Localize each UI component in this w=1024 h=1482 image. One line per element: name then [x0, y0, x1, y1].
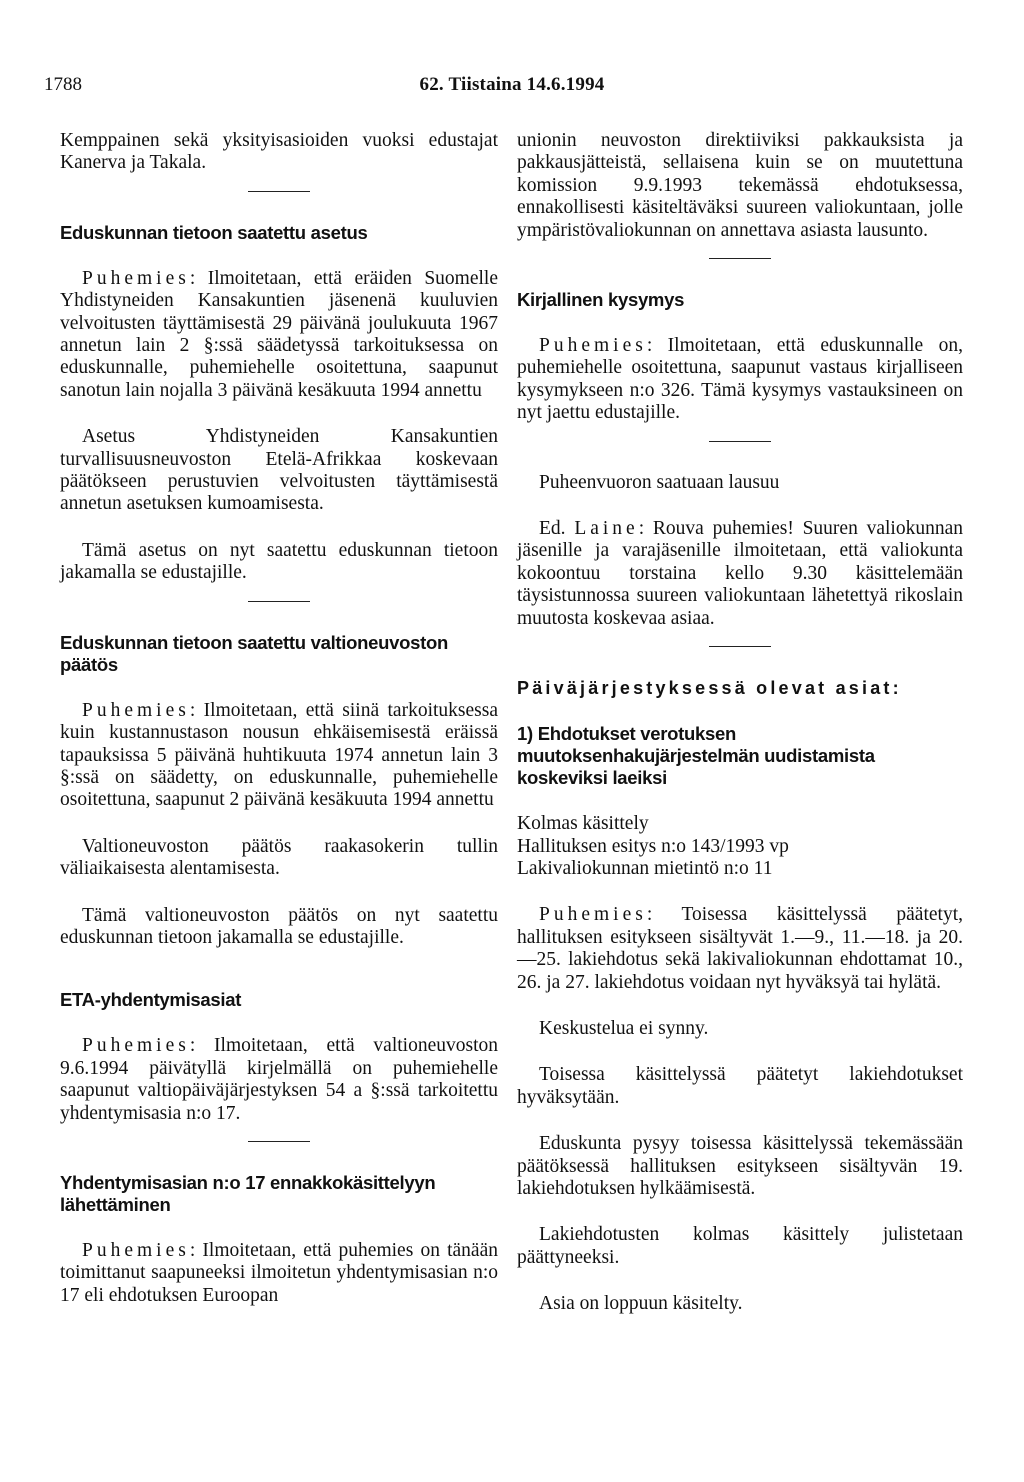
- speech-intro: Puheenvuoron saatuaan lausuu: [539, 471, 780, 493]
- speaker-name: Puhemies: [82, 1239, 190, 1261]
- speaker-name: Puhemies: [539, 335, 647, 357]
- paragraph: Puhemies: Toisessa käsittelyssä päätetyt, hallituksen esitykseen sisältyvät 1.—9., 11.—18. ja 20.—25. lakiehdotus sekä lakivaliokunnan ehdottamat 10., 26. ja 27. lakiehdotus voidaan nyt hyväksyä tai hylätä.: [517, 904, 963, 993]
- separator: [248, 191, 310, 192]
- paragraph: Puhemies: Ilmoitetaan, että siinä tarkoituksessa kuin kustannustason nousun ehkäisemisestä eräissä tapauksissa 5 päivänä huhtikuuta 1974 annetun lain 3 §:ssä on säädetty, on eduskunnalle, puhemiehelle osoitettuna, saapunut 2 päivänä kesäkuuta 1994 annettu: [60, 699, 498, 811]
- paragraph: Keskustelua ei synny.: [539, 1017, 709, 1039]
- speaker-name: Puhemies: [82, 267, 190, 289]
- paragraph: Puhemies: Ilmoitetaan, että eduskunnalle on, puhemiehelle osoitettuna, saapunut vastaus kirjalliseen kysymykseen n:o 326. Tämä kysymys vastauksineen on nyt jaettu edustajille.: [517, 335, 963, 424]
- paragraph: Puhemies: Ilmoitetaan, että valtioneuvoston 9.6.1994 päivätyllä kirjelmällä on puhemiehelle saapunut valtiopäiväjärjestyksen 54 a §:ssä tarkoitettu yhdentymisasia n:o 17.: [60, 1035, 498, 1124]
- paragraph: Eduskunta pysyy toisessa käsittelyssä tekemässään päätöksessä hallituksen esitykseen sisältyvän 19. lakiehdotuksen hylkäämisestä.: [517, 1133, 963, 1199]
- section-heading: Yhdentymisasian n:o 17 ennakkokäsittelyyn lähettäminen: [60, 1171, 436, 1215]
- separator: [248, 601, 310, 602]
- separator: [709, 258, 771, 259]
- paragraph: Tämä asetus on nyt saatettu eduskunnan tietoon jakamalla se edustajille.: [60, 539, 498, 584]
- paragraph: Puhemies: Ilmoitetaan, että eräiden Suomelle Yhdistyneiden Kansakuntien jäsenenä kuuluvien velvoitusten täyttämisestä 29 päivänä joulukuuta 1967 annetun lain 2 §:ssä säädetyssä tarkoituksessa on eduskunnalle, puhemiehelle osoitettuna, saapunut sanotun lain nojalla 3 päivänä kesäkuuta 1994 annettu: [60, 267, 498, 401]
- paragraph: Tämä valtioneuvoston päätös on nyt saatettu eduskunnan tietoon jakamalla se edustajille.: [60, 904, 498, 948]
- agenda-item-meta: [517, 813, 963, 880]
- section-heading: ETA-yhdentymisasiat: [60, 989, 242, 1011]
- separator: [248, 1141, 310, 1142]
- meta-line: Hallituksen esitys n:o 143/1993 vp: [517, 835, 789, 857]
- paragraph: Toisessa käsittelyssä päätetyt lakiehdotukset hyväksytään.: [517, 1064, 963, 1108]
- separator: [709, 646, 771, 647]
- speaker-name: Laine: [574, 518, 639, 540]
- speaker-name: Puhemies: [82, 1035, 190, 1057]
- meta-line: Lakivaliokunnan mietintö n:o 11: [517, 857, 773, 879]
- paragraph: Ed. Laine: Rouva puhemies! Suuren valiokunnan jäsenille ja varajäsenille ilmoitetaan, että valiokunta kokoontuu torstaina kello 9.30 käsittelemään täysistunnossa suureen valiokuntaan lähetettyä rikoslain muutosta koskevaa asiaa.: [517, 518, 964, 629]
- paragraph: Asetus Yhdistyneiden Kansakuntien turvallisuusneuvoston Etelä-Afrikkaa koskevaan päätökseen perustuvien velvoitusten täyttämisestä annetun asetuksen kumoamisesta.: [60, 426, 498, 515]
- speaker-name: Puhemies: [82, 699, 190, 721]
- speaker-prefix: Ed.: [539, 518, 566, 540]
- left-column: [60, 130, 498, 1307]
- section-heading: Kirjallinen kysymys: [517, 289, 685, 311]
- header-title: 62. Tiistaina 14.6.1994: [419, 74, 605, 95]
- separator: [709, 441, 771, 442]
- paragraph: unionin neuvoston direktiiviksi pakkauksista ja pakkausjätteistä, sellaisena kuin se on muutettuna komission 9.9.1993 tekemässä ehdotuksessa, ennakollisesti käsiteltäväksi suureen valiokuntaan, jolle ympäristövaliokunnan on annettava asiasta lausunto.: [517, 130, 963, 241]
- section-heading: Eduskunnan tietoon saatettu valtioneuvoston päätös: [60, 631, 448, 675]
- paragraph: Valtioneuvoston päätös raakasokerin tullin väliaikaisesta alentamisesta.: [60, 835, 498, 880]
- page-number: 1788: [44, 74, 82, 95]
- paragraph: Puhemies: Ilmoitetaan, että puhemies on tänään toimittanut saapuneeksi ilmoitetun yhdentymisasian n:o 17 eli ehdotuksen Euroopan: [60, 1239, 498, 1306]
- meta-line: Kolmas käsittely: [517, 813, 649, 835]
- agenda-heading: Päiväjärjestyksessä olevat asiat:: [517, 678, 902, 699]
- intro-text: Kemppainen sekä yksityisasioiden vuoksi edustajat Kanerva ja Takala.: [60, 130, 498, 174]
- paragraph: Lakiehdotusten kolmas käsittely julistetaan päättyneeksi.: [517, 1224, 963, 1268]
- section-heading: Eduskunnan tietoon saatettu asetus: [60, 221, 368, 243]
- page-header: [44, 74, 980, 104]
- agenda-item-heading: 1) Ehdotukset verotuksen muutoksenhakujärjestelmän uudistamista koskeviksi laeiksi: [517, 723, 875, 789]
- right-column: [517, 130, 963, 1316]
- paragraph: Asia on loppuun käsitelty.: [539, 1293, 743, 1315]
- speaker-name: Puhemies: [539, 904, 647, 926]
